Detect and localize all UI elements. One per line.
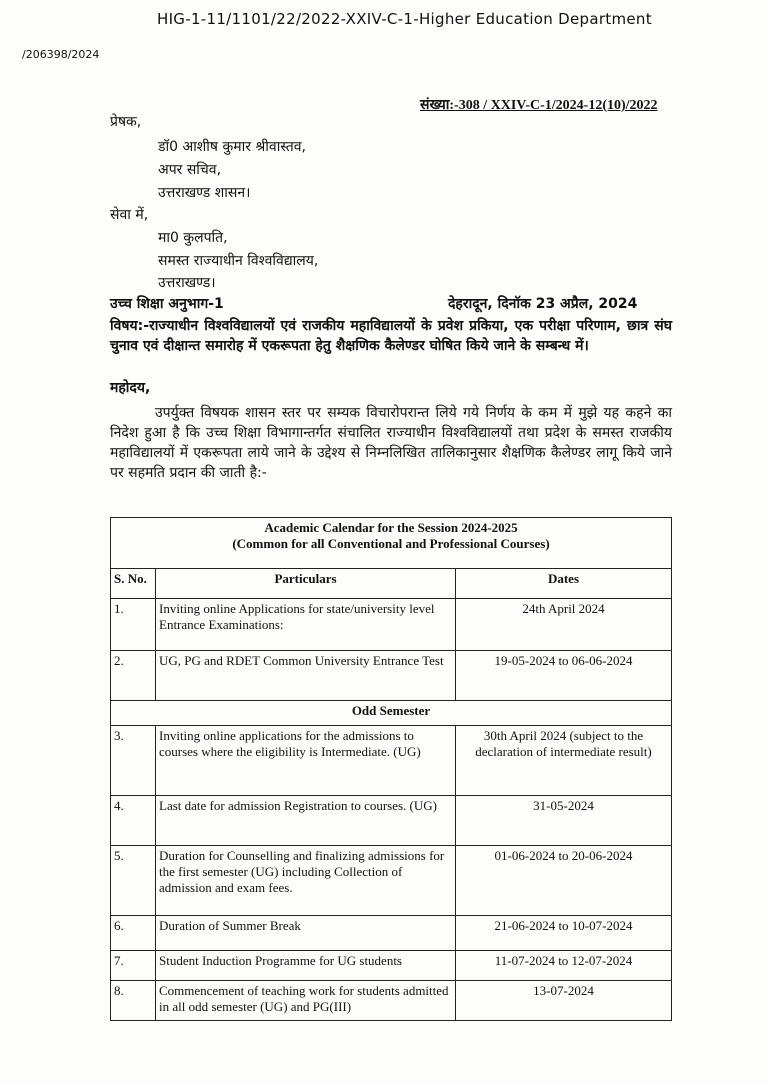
file-header: HIG-1-11/1101/22/2022-XXIV-C-1-Higher Education Department	[157, 10, 652, 28]
section-odd-semester: Odd Semester	[111, 701, 672, 726]
table-subtitle: (Common for all Conventional and Professional Courses)	[232, 536, 550, 551]
row-dates: 11-07-2024 to 12-07-2024	[456, 951, 672, 981]
file-reference: /206398/2024	[22, 48, 100, 61]
row-dates: 13-07-2024	[456, 981, 672, 1021]
row-particulars: Duration of Summer Break	[156, 916, 456, 951]
row-number: 8.	[111, 981, 156, 1021]
recipient-label: सेवा में,	[110, 207, 149, 223]
row-particulars: Last date for admission Registration to courses. (UG)	[156, 796, 456, 846]
row-number: 4.	[111, 796, 156, 846]
col-header-particulars: Particulars	[156, 569, 456, 599]
row-particulars: UG, PG and RDET Common University Entrance Test	[156, 651, 456, 701]
table-row	[111, 796, 672, 846]
row-number: 5.	[111, 846, 156, 916]
section-name: उच्च शिक्षा अनुभाग-1	[110, 296, 224, 312]
table-row	[111, 599, 672, 651]
sender-label: प्रेषक,	[110, 114, 142, 130]
body-paragraph: उपर्युक्त विषयक शासन स्तर पर सम्यक विचारोपरान्त लिये गये निर्णय के कम में मुझे यह कहने का निदेश हुआ है कि उच्च शिक्षा विभागान्तर्गत संचालित राज्याधीन विश्वविद्यालयों तथा प्रदेश के समस्त राजकीय महाविद्यालयों में एकरूपता लाये जाने के उद्देश्य से निम्नलिखित तालिकानुसार शैक्षणिक कैलेण्डर लागू किये जाने पर सहमति प्रदान की जाती है:-	[110, 405, 672, 481]
salutation: महोदय,	[110, 380, 151, 396]
recipient-org: समस्त राज्याधीन विश्वविद्यालय,	[158, 253, 319, 269]
place-date: देहरादून, दिनॉक 23 अप्रैल, 2024	[448, 296, 638, 312]
table-title-text: Academic Calendar for the Session 2024-2025	[264, 520, 518, 535]
sender-name: डॉ0 आशीष कुमार श्रीवास्तव,	[158, 139, 307, 155]
table-row	[111, 981, 672, 1021]
table-row	[111, 726, 672, 796]
row-dates: 30th April 2024 (subject to the declaration of intermediate result)	[456, 726, 672, 796]
row-dates: 21-06-2024 to 10-07-2024	[456, 916, 672, 951]
row-particulars: Inviting online applications for the admissions to courses where the eligibility is Intermediate. (UG)	[156, 726, 456, 796]
row-number: 3.	[111, 726, 156, 796]
recipient-name: मा0 कुलपति,	[158, 230, 228, 246]
academic-calendar-table	[110, 517, 672, 1021]
col-header-sno: S. No.	[111, 569, 156, 599]
col-header-dates: Dates	[456, 569, 672, 599]
row-dates: 19-05-2024 to 06-06-2024	[456, 651, 672, 701]
row-number: 1.	[111, 599, 156, 651]
table-row	[111, 651, 672, 701]
row-dates: 31-05-2024	[456, 796, 672, 846]
row-number: 7.	[111, 951, 156, 981]
row-number: 6.	[111, 916, 156, 951]
sender-office: उत्तराखण्ड शासन।	[158, 185, 251, 201]
table-row	[111, 951, 672, 981]
row-dates: 24th April 2024	[456, 599, 672, 651]
row-number: 2.	[111, 651, 156, 701]
table-row	[111, 846, 672, 916]
row-particulars: Commencement of teaching work for students admitted in all odd semester (UG) and PG(III)	[156, 981, 456, 1021]
letter-number: संख्या:-308 / XXIV-C-1/2024-12(10)/2022	[420, 98, 658, 113]
row-particulars: Inviting online Applications for state/university level Entrance Examinations:	[156, 599, 456, 651]
table-row	[111, 916, 672, 951]
row-particulars: Duration for Counselling and finalizing admissions for the first semester (UG) including Collection of admission and exam fees.	[156, 846, 456, 916]
table-title	[111, 518, 672, 569]
recipient-state: उत्तराखण्ड।	[158, 275, 216, 291]
sender-designation: अपर सचिव,	[158, 162, 222, 178]
subject: विषय:-राज्याधीन विश्वविद्यालयों एवं राजकीय महाविद्यालयों के प्रवेश प्रकिया, एक परीक्षा परिणाम, छात्र संघ चुनाव एवं दीक्षान्त समारोह में एकरूपता हेतु शैक्षणिक कैलेण्डर घोषित किये जाने के सम्बन्ध में।	[110, 318, 672, 354]
row-dates: 01-06-2024 to 20-06-2024	[456, 846, 672, 916]
row-particulars: Student Induction Programme for UG students	[156, 951, 456, 981]
